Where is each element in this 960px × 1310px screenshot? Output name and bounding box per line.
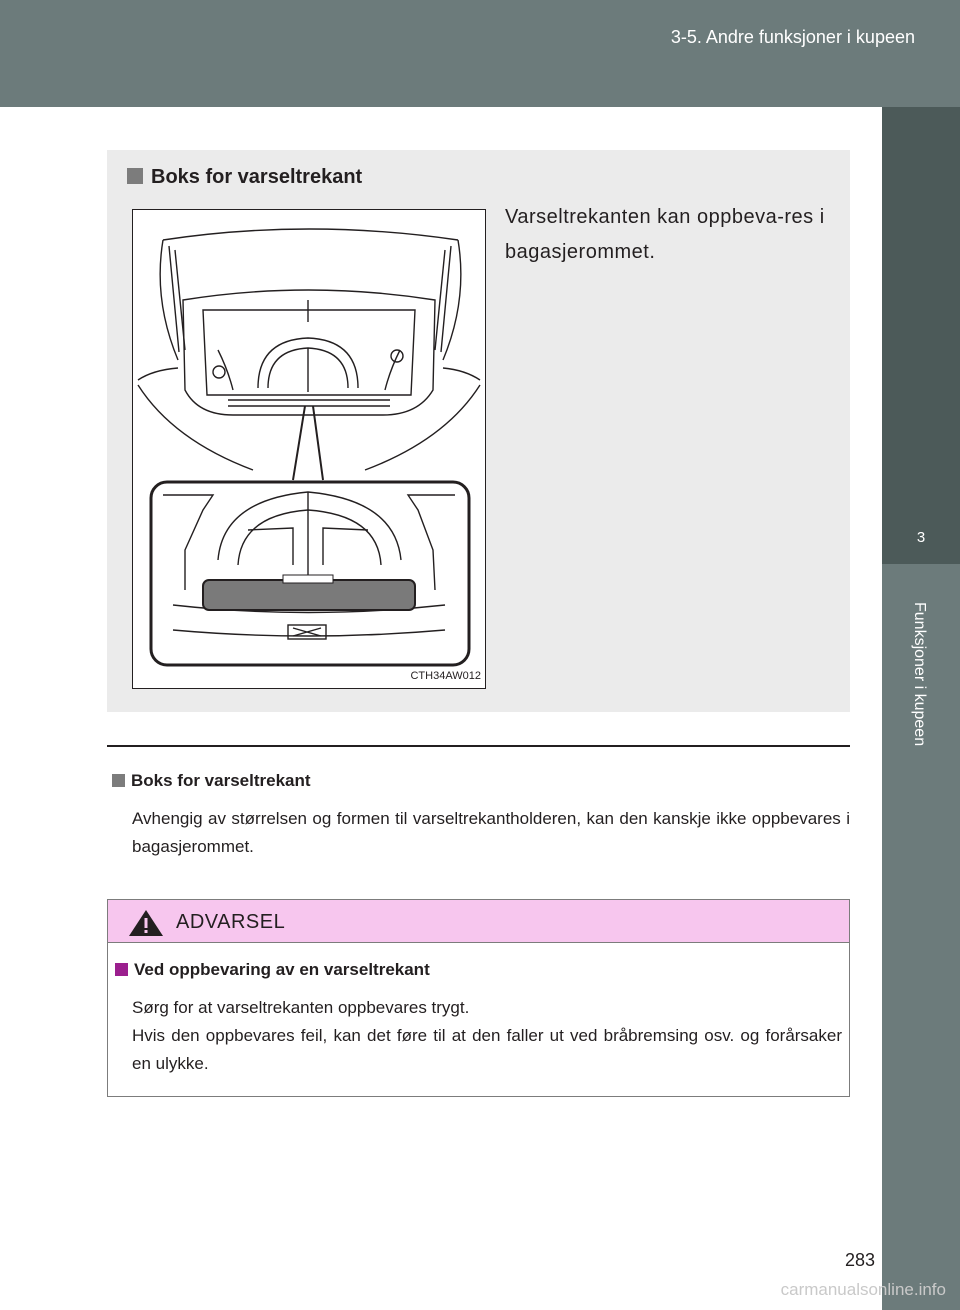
feature-box — [107, 150, 850, 712]
chapter-strip — [882, 564, 960, 1310]
chapter-title: Funksjoner i kupeen — [911, 602, 928, 747]
warning-box — [107, 899, 850, 1097]
trunk-drawing — [133, 210, 485, 688]
trunk-illustration — [132, 209, 486, 689]
warning-triangle-icon — [128, 909, 164, 937]
watermark: carmanualsonline.info — [780, 1280, 946, 1299]
triangle-storage-box — [203, 580, 415, 610]
warning-line-1: Sørg for at varseltrekanten oppbevares trygt. — [132, 998, 470, 1017]
info-heading — [112, 771, 311, 791]
warning-subheading-text: Ved oppbevaring av en varseltrekant — [134, 960, 430, 979]
section-divider — [107, 745, 850, 747]
info-heading-text: Boks for varseltrekant — [131, 771, 311, 790]
chapter-number: 3 — [916, 529, 926, 546]
feature-heading-text: Boks for varseltrekant — [151, 166, 363, 188]
feature-heading — [127, 166, 362, 189]
warning-header — [108, 900, 849, 943]
square-bullet-icon — [112, 774, 125, 787]
info-body: Avhengig av størrelsen og formen til varseltrekantholderen, kan den kanskje ikke oppbevares i bagasjerommet. — [132, 809, 850, 856]
warning-subheading — [115, 960, 430, 980]
chapter-tab — [882, 107, 960, 564]
square-bullet-icon — [115, 963, 128, 976]
warning-line-2: Hvis den oppbevares feil, kan det føre til at den faller ut ved bråbremsing osv. og forårsaker en ulykke. — [132, 1026, 842, 1073]
figure-code: CTH34AW012 — [410, 670, 481, 682]
warning-body — [132, 994, 842, 1078]
page-number: 283 — [845, 1250, 876, 1270]
header-bar — [0, 0, 960, 107]
warning-title: ADVARSEL — [176, 911, 286, 933]
feature-description: Varseltrekanten kan oppbeva-res i bagasjerommet. — [505, 206, 825, 263]
breadcrumb: 3-5. Andre funksjoner i kupeen — [670, 27, 915, 47]
square-bullet-icon — [127, 168, 143, 184]
